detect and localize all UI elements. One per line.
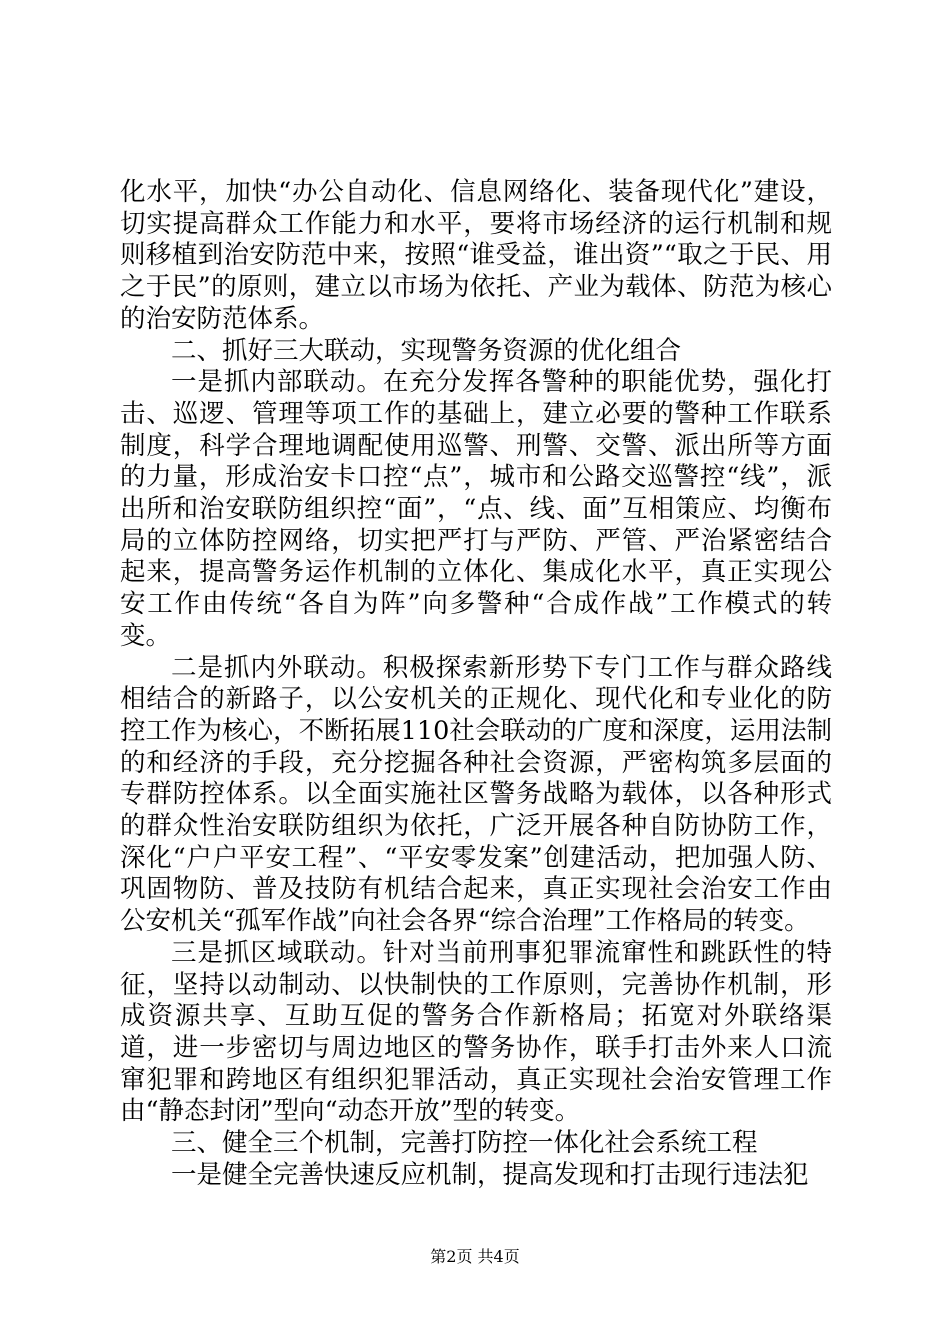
- document-body: [120, 177, 832, 1192]
- section-heading-3: 三、健全三个机制，完善打防控一体化社会系统工程: [171, 1128, 758, 1159]
- paragraph-internal-linkage: 一是抓内部联动。在充分发挥各警种的职能优势，强化打击、巡逻、管理等项工作的基础上，建立必要的警种工作联系制度，科学合理地调配使用巡警、刑警、交警、派出所等方面的力量，形成治安卡口控“点”，城市和公路交巡警控“线”，派出所和治安联防组织控“面”，“点、线、面”互相策应、均衡布局的立体防控网络，切实把严打与严防、严管、严治紧密结合起来，提高警务运作机制的立体化、集成化水平，真正实现公安工作由传统“各自为阵”向多警种“合成作战”工作模式的转变。: [120, 367, 832, 651]
- paragraph-regional-linkage: 三是抓区域联动。针对当前刑事犯罪流窜性和跳跃性的特征，坚持以动制动、以快制快的工作原则，完善协作机制，形成资源共享、互助互促的警务合作新格局；拓宽对外联络渠道，进一步密切与周边地区的警务协作，联手打击外来人口流窜犯罪和跨地区有组织犯罪活动，真正实现社会治安管理工作由“静态封闭”型向“动态开放”型的转变。: [120, 937, 832, 1127]
- section-heading-2: 二、抓好三大联动，实现警务资源的优化组合: [171, 335, 682, 366]
- paragraph-rapid-response: 一是健全完善快速反应机制，提高发现和打击现行违法犯: [171, 1159, 809, 1190]
- paragraph-internal-external-linkage: 二是抓内外联动。积极探索新形势下专门工作与群众路线相结合的新路子，以公安机关的正规化、现代化和专业化的防控工作为核心，不断拓展110社会联动的广度和深度，运用法制的和经济的手段，充分挖掘各种社会资源，严密构筑多层面的专群防控体系。以全面实施社区警务战略为载体，以各种形式的群众性治安联防组织为依托，广泛开展各种自防协防工作，深化“户户平安工程”、“平安零发案”创建活动，把加强人防、巩固物防、普及技防有机结合起来，真正实现社会治安工作由公安机关“孤军作战”向社会各界“综合治理”工作格局的转变。: [120, 652, 832, 937]
- page-footer: 第2页 共4页: [430, 1247, 520, 1266]
- paragraph-1: 化水平，加快“办公自动化、信息网络化、装备现代化”建设，切实提高群众工作能力和水平，要将市场经济的运行机制和规则移植到治安防范中来，按照“谁受益，谁出资”“取之于民、用之于民”的原则，建立以市场为依托、产业为载体、防范为核心的治安防范体系。: [120, 177, 832, 334]
